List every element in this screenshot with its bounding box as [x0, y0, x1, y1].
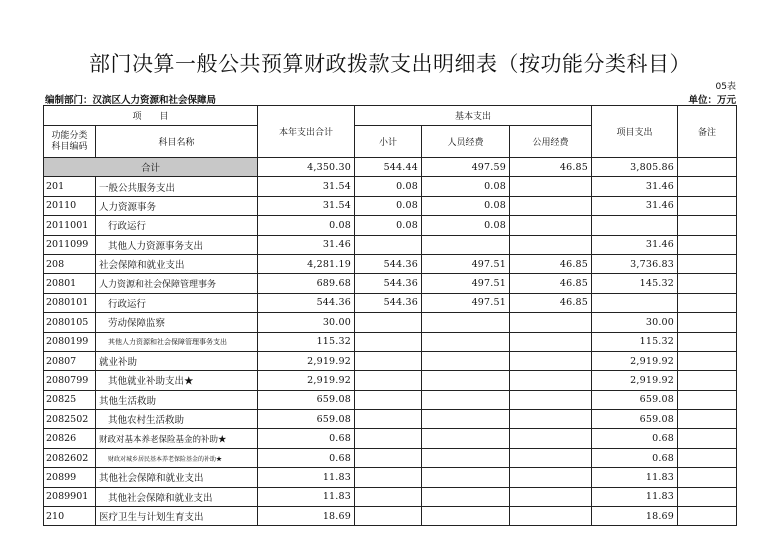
table-row — [44, 429, 737, 448]
cell-name: 行政运行 — [96, 216, 258, 235]
cell-project: 31.46 — [592, 196, 678, 215]
cell-total: 115.32 — [258, 332, 355, 351]
expenditure-table — [43, 105, 737, 526]
cell-personnel — [422, 410, 510, 429]
cell-public — [510, 177, 592, 196]
cell-subtotal: 544.44 — [355, 158, 422, 177]
cell-total: 2,919.92 — [258, 351, 355, 370]
header-basic: 基本支出 — [355, 106, 592, 126]
cell-subtotal — [355, 371, 422, 390]
table-row — [44, 254, 737, 273]
cell-personnel — [422, 429, 510, 448]
cell-total: 31.54 — [258, 196, 355, 215]
cell-remark — [678, 235, 737, 254]
cell-total: 2,919.92 — [258, 371, 355, 390]
cell-name: 其他人力资源和社会保障管理事务支出 — [96, 332, 258, 351]
cell-subtotal — [355, 468, 422, 487]
cell-code: 2080101 — [44, 293, 96, 312]
cell-total: 31.54 — [258, 177, 355, 196]
cell-public — [510, 390, 592, 409]
cell-total: 11.83 — [258, 468, 355, 487]
cell-project: 659.08 — [592, 390, 678, 409]
cell-public — [510, 332, 592, 351]
cell-subtotal: 544.36 — [355, 274, 422, 293]
cell-name: 一般公共服务支出 — [96, 177, 258, 196]
table-row — [44, 468, 737, 487]
cell-name: 社会保障和就业支出 — [96, 254, 258, 273]
cell-public: 46.85 — [510, 293, 592, 312]
cell-subtotal — [355, 313, 422, 332]
cell-public: 46.85 — [510, 254, 592, 273]
cell-public — [510, 468, 592, 487]
total-row — [44, 158, 737, 177]
cell-code: 2080199 — [44, 332, 96, 351]
cell-code: 2011099 — [44, 235, 96, 254]
cell-name: 行政运行 — [96, 293, 258, 312]
cell-remark — [678, 507, 737, 526]
cell-name: 人力资源事务 — [96, 196, 258, 215]
cell-personnel: 497.51 — [422, 293, 510, 312]
table-row — [44, 487, 737, 506]
table-row — [44, 351, 737, 370]
cell-name: 其他社会保障和就业支出 — [96, 487, 258, 506]
cell-total: 544.36 — [258, 293, 355, 312]
cell-subtotal — [355, 410, 422, 429]
cell-subtotal — [355, 448, 422, 467]
cell-total: 30.00 — [258, 313, 355, 332]
header-public: 公用经费 — [510, 126, 592, 158]
cell-code: 210 — [44, 507, 96, 526]
table-row — [44, 196, 737, 215]
cell-code: 20110 — [44, 196, 96, 215]
cell-project: 2,919.92 — [592, 371, 678, 390]
cell-code: 201 — [44, 177, 96, 196]
cell-remark — [678, 468, 737, 487]
cell-total: 4,350.30 — [258, 158, 355, 177]
cell-project: 3,805.86 — [592, 158, 678, 177]
cell-remark — [678, 332, 737, 351]
cell-total: 0.68 — [258, 448, 355, 467]
cell-subtotal: 0.08 — [355, 216, 422, 235]
cell-public — [510, 410, 592, 429]
cell-total: 4,281.19 — [258, 254, 355, 273]
cell-personnel — [422, 351, 510, 370]
cell-public — [510, 487, 592, 506]
cell-project: 31.46 — [592, 177, 678, 196]
cell-code: 2089901 — [44, 487, 96, 506]
cell-remark — [678, 196, 737, 215]
cell-name: 就业补助 — [96, 351, 258, 370]
header-project: 项目支出 — [592, 106, 678, 158]
cell-personnel: 0.08 — [422, 216, 510, 235]
header-code: 功能分类科目编码 — [44, 126, 96, 158]
cell-subtotal: 544.36 — [355, 254, 422, 273]
cell-name: 劳动保障监察 — [96, 313, 258, 332]
table-row — [44, 313, 737, 332]
cell-subtotal: 544.36 — [355, 293, 422, 312]
cell-code: 20825 — [44, 390, 96, 409]
table-row — [44, 410, 737, 429]
cell-public — [510, 507, 592, 526]
cell-name: 其他生活救助 — [96, 390, 258, 409]
cell-project: 145.32 — [592, 274, 678, 293]
table-row — [44, 390, 737, 409]
table-row — [44, 371, 737, 390]
cell-subtotal — [355, 507, 422, 526]
cell-name: 其他农村生活救助 — [96, 410, 258, 429]
cell-name: 医疗卫生与计划生育支出 — [96, 507, 258, 526]
page-title: 部门决算一般公共预算财政拨款支出明细表（按功能分类科目） — [89, 52, 691, 76]
cell-remark — [678, 429, 737, 448]
unit-label: 单位：万元 — [688, 95, 736, 106]
cell-subtotal — [355, 332, 422, 351]
cell-public — [510, 429, 592, 448]
cell-code: 208 — [44, 254, 96, 273]
cell-subtotal — [355, 235, 422, 254]
cell-public — [510, 448, 592, 467]
cell-remark — [678, 351, 737, 370]
cell-name: 其他就业补助支出★ — [96, 371, 258, 390]
table-row — [44, 332, 737, 351]
cell-code: 2082602 — [44, 448, 96, 467]
cell-total: 18.69 — [258, 507, 355, 526]
cell-project: 31.46 — [592, 235, 678, 254]
cell-public — [510, 196, 592, 215]
cell-personnel: 497.51 — [422, 254, 510, 273]
table-row — [44, 216, 737, 235]
table-row — [44, 507, 737, 526]
cell-public: 46.85 — [510, 158, 592, 177]
cell-total: 659.08 — [258, 390, 355, 409]
cell-remark — [678, 448, 737, 467]
cell-remark — [678, 274, 737, 293]
header-personnel: 人员经费 — [422, 126, 510, 158]
cell-project: 115.32 — [592, 332, 678, 351]
cell-name: 其他社会保障和就业支出 — [96, 468, 258, 487]
cell-subtotal — [355, 390, 422, 409]
cell-code: 20899 — [44, 468, 96, 487]
cell-code: 20826 — [44, 429, 96, 448]
table-row — [44, 448, 737, 467]
header-name: 科目名称 — [96, 126, 258, 158]
cell-project: 659.08 — [592, 410, 678, 429]
cell-personnel: 0.08 — [422, 196, 510, 215]
cell-project: 0.68 — [592, 429, 678, 448]
cell-name: 人力资源和社会保障管理事务 — [96, 274, 258, 293]
cell-code: 20807 — [44, 351, 96, 370]
cell-project: 2,919.92 — [592, 351, 678, 370]
cell-personnel — [422, 468, 510, 487]
cell-code: 2082502 — [44, 410, 96, 429]
cell-code: 2080105 — [44, 313, 96, 332]
cell-remark — [678, 371, 737, 390]
cell-public — [510, 351, 592, 370]
cell-remark — [678, 293, 737, 312]
cell-subtotal — [355, 487, 422, 506]
cell-personnel — [422, 448, 510, 467]
cell-remark — [678, 158, 737, 177]
cell-public: 46.85 — [510, 274, 592, 293]
header-remark: 备注 — [678, 106, 737, 158]
table-row — [44, 235, 737, 254]
header-subtotal: 小计 — [355, 126, 422, 158]
cell-remark — [678, 313, 737, 332]
cell-personnel — [422, 390, 510, 409]
cell-remark — [678, 177, 737, 196]
table-row — [44, 177, 737, 196]
cell-project — [592, 216, 678, 235]
form-number: 05表 — [715, 82, 736, 92]
cell-subtotal: 0.08 — [355, 196, 422, 215]
table-row — [44, 274, 737, 293]
cell-project — [592, 293, 678, 312]
cell-personnel: 0.08 — [422, 177, 510, 196]
cell-personnel: 497.59 — [422, 158, 510, 177]
cell-personnel — [422, 313, 510, 332]
header-total: 本年支出合计 — [258, 106, 355, 158]
cell-total: 689.68 — [258, 274, 355, 293]
cell-project: 18.69 — [592, 507, 678, 526]
cell-project: 11.83 — [592, 468, 678, 487]
cell-project: 3,736.83 — [592, 254, 678, 273]
cell-total: 11.83 — [258, 487, 355, 506]
cell-remark — [678, 410, 737, 429]
cell-project: 11.83 — [592, 487, 678, 506]
cell-subtotal — [355, 429, 422, 448]
cell-total: 31.46 — [258, 235, 355, 254]
department-label: 编制部门：汉滨区人力资源和社会保障局 — [45, 95, 217, 106]
cell-public — [510, 235, 592, 254]
cell-public — [510, 371, 592, 390]
cell-total: 659.08 — [258, 410, 355, 429]
cell-code: 2011001 — [44, 216, 96, 235]
table-row — [44, 293, 737, 312]
cell-remark — [678, 487, 737, 506]
cell-project: 0.68 — [592, 448, 678, 467]
cell-code: 2080799 — [44, 371, 96, 390]
cell-remark — [678, 390, 737, 409]
cell-personnel: 497.51 — [422, 274, 510, 293]
cell-remark — [678, 254, 737, 273]
header-item: 项 目 — [44, 106, 258, 126]
cell-subtotal — [355, 351, 422, 370]
cell-public — [510, 216, 592, 235]
cell-code: 20801 — [44, 274, 96, 293]
cell-remark — [678, 216, 737, 235]
cell-total: 0.08 — [258, 216, 355, 235]
cell-personnel — [422, 507, 510, 526]
cell-name: 财政对基本养老保险基金的补助★ — [96, 429, 258, 448]
cell-personnel — [422, 487, 510, 506]
cell-public — [510, 313, 592, 332]
cell-name: 其他人力资源事务支出 — [96, 235, 258, 254]
cell-personnel — [422, 371, 510, 390]
cell-name: 财政对城乡居民基本养老保险基金的补助★ — [96, 448, 258, 467]
cell-personnel — [422, 235, 510, 254]
cell-personnel — [422, 332, 510, 351]
cell-subtotal: 0.08 — [355, 177, 422, 196]
cell-project: 30.00 — [592, 313, 678, 332]
cell-total: 0.68 — [258, 429, 355, 448]
total-label: 合计 — [44, 158, 258, 177]
